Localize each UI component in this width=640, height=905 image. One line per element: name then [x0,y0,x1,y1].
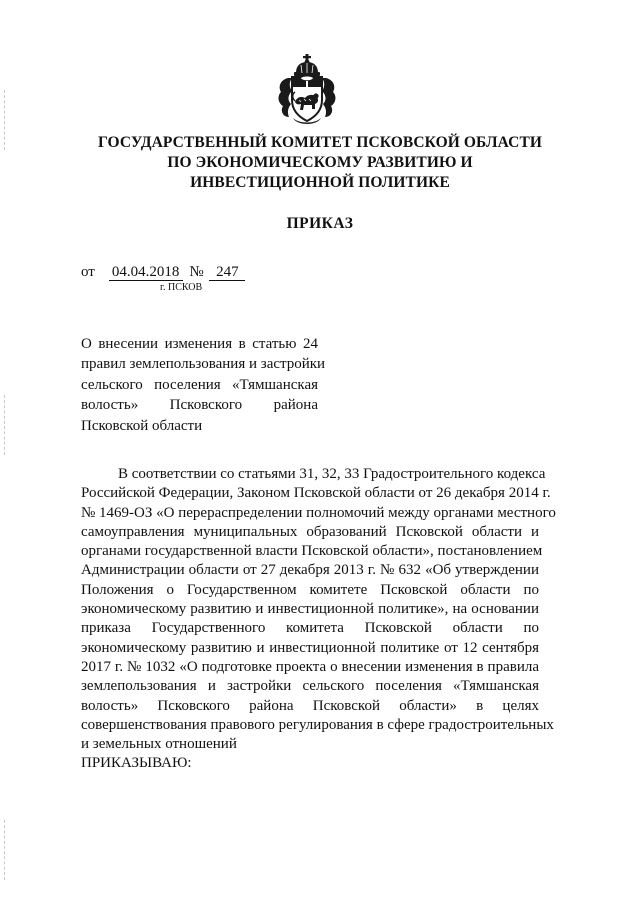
subject-line: волость» Псковского района [81,397,318,414]
from-label: от [81,264,95,280]
organization-name-line: ГОСУДАРСТВЕННЫЙ КОМИТЕТ ПСКОВСКОЙ ОБЛАСТИ [97,134,543,151]
body-line: и земельных отношений [81,736,237,753]
body-line: № 1469-ОЗ «О перераспределении полномочий между органами местного [81,504,556,521]
subject-line: правил землепользования и застройки [81,356,326,373]
number-label: № [189,264,204,280]
body-line: экономическому развитию и инвестиционной политике от 12 сентября [81,639,539,656]
decree-word: ПРИКАЗЫВАЮ: [81,755,192,771]
body-line: экономическому развитию и инвестиционной политике», на основании [81,601,539,618]
subject-line: сельского поселения «Тямшанская [81,376,318,393]
body-line: Администрации области от 27 декабря 2013 г. № 632 «Об утверждении [81,562,539,579]
organization-name-line: ПО ЭКОНОМИЧЕСКОМУ РАЗВИТИЮ И [167,154,473,171]
body-line: 2017 г. № 1032 «О подготовке проекта о внесении изменения в правила [81,658,539,675]
body-line: органами государственной власти Псковской области», постановлением [81,543,543,560]
order-number: 247 [209,264,245,281]
body-line: Российской Федерации, Законом Псковской области от 26 декабря 2014 г. [81,485,551,502]
subject-line: Псковской области [81,417,203,434]
body-line: самоуправления муниципальных образований Псковской области и [81,523,539,540]
subject-line: О внесении изменения в статью 24 [81,336,318,352]
body-line: Положения о Государственном комитете Псковской области по [81,581,539,598]
order-city: г. ПСКОВ [160,282,203,293]
body-line: приказа Государственного комитета Псковской области по [81,620,539,637]
body-line: В соответствии со статьями 31, 32, 33 Градостроительного кодекса [118,466,546,482]
order-subject [81,334,326,436]
body-line: совершенствования правового регулирования в сфере градостроительных [81,716,554,733]
document-type-title: ПРИКАЗ [286,215,354,232]
organization-name-line: ИНВЕСТИЦИОННОЙ ПОЛИТИКЕ [190,174,450,191]
organization-name [60,133,580,193]
page-edge-mark-top [4,90,6,150]
body-line: землепользования и застройки сельского поселения «Тямшанская [81,678,539,695]
page-edge-mark-bottom [4,820,6,880]
page-edge-mark-middle [4,395,6,455]
coat-of-arms-icon [271,54,343,128]
body-line: волость» Псковского района Псковской области» в целях [81,697,539,714]
order-date-number-line [81,263,245,281]
preamble-paragraph [81,465,556,754]
order-date: 04.04.2018 [109,264,183,281]
